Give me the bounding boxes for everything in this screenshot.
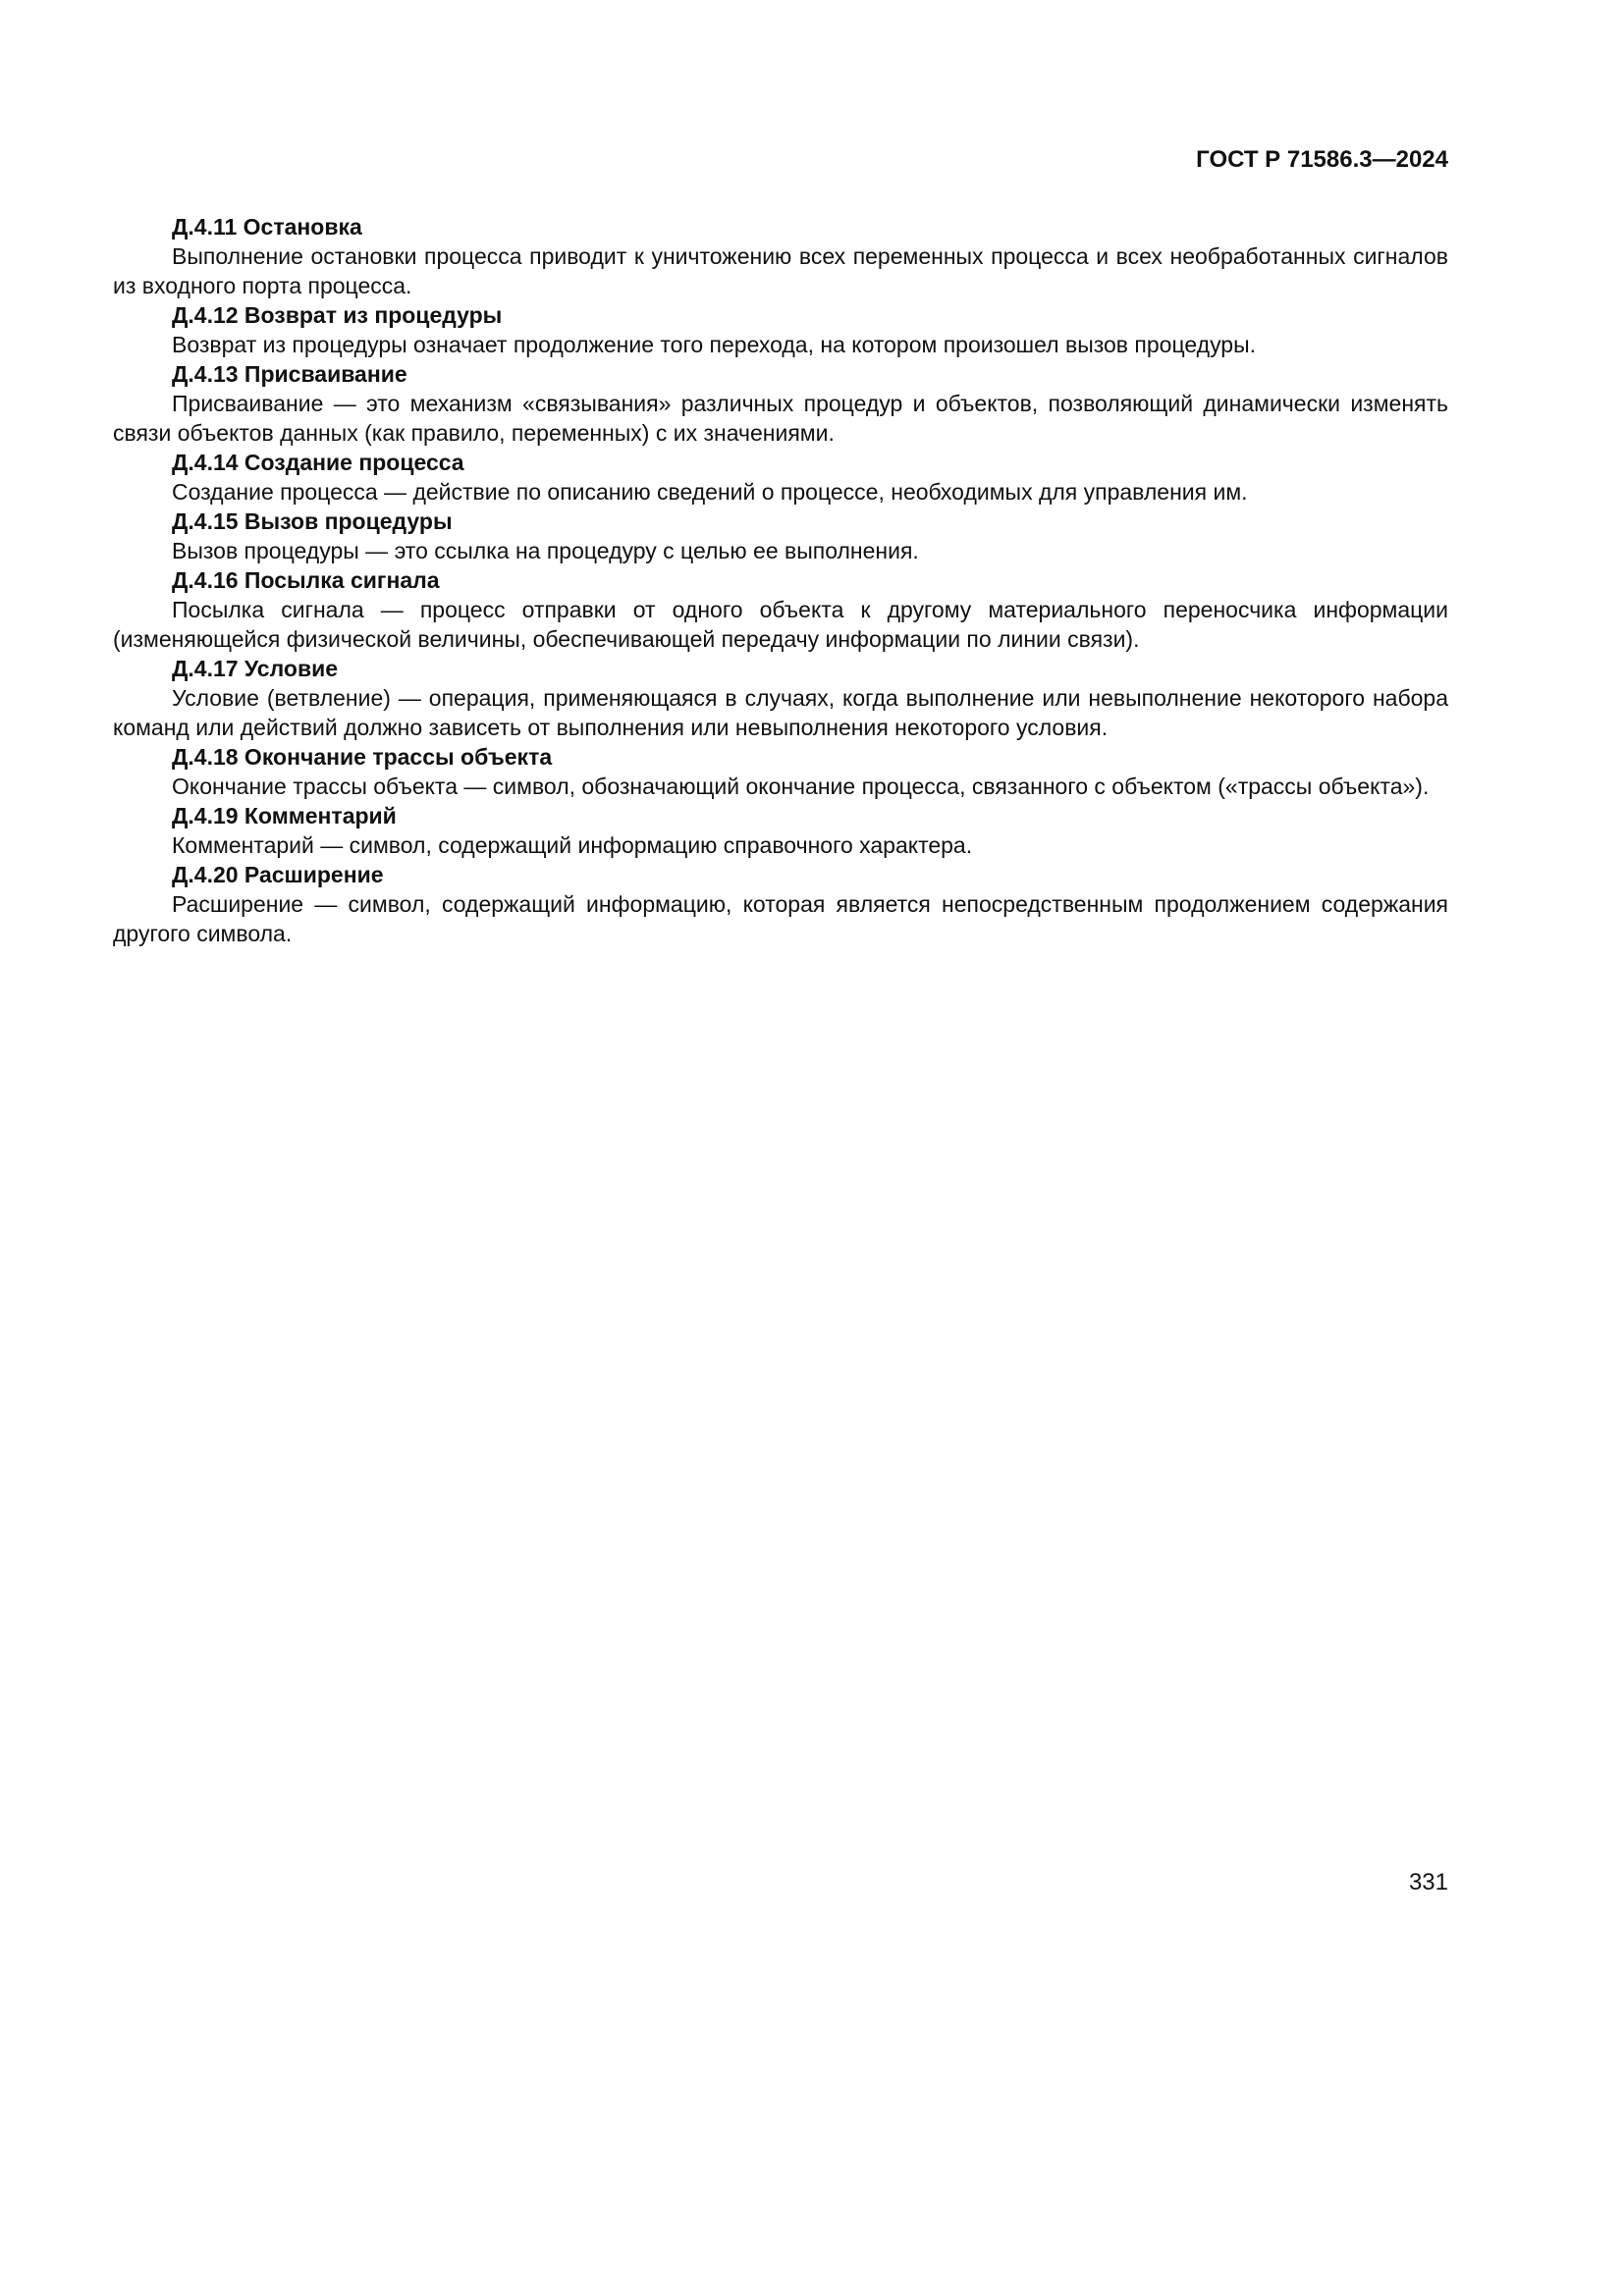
- section: [113, 742, 1448, 801]
- section-body: Присваивание — это механизм «связывания» различных процедур и объектов, позволяющий динамически изменять связи объектов данных (как правило, переменных) с их значениями.: [113, 391, 1448, 446]
- section: [113, 860, 1448, 948]
- section: [113, 507, 1448, 565]
- section-heading: Д.4.20 Расширение: [172, 862, 384, 887]
- section: [113, 565, 1448, 654]
- section-body: Создание процесса — действие по описанию сведений о процессе, необходимых для управления им.: [172, 479, 1248, 505]
- section-body: Посылка сигнала — процесс отправки от одного объекта к другому материального переносчика информации (изменяющейся физической величины, обеспечивающей передачу информации по линии связи).: [113, 597, 1448, 652]
- section-heading: Д.4.18 Окончание трассы объекта: [172, 744, 553, 770]
- document-content: [113, 212, 1448, 948]
- section-heading: Д.4.13 Присваивание: [172, 361, 407, 387]
- section: [113, 300, 1448, 359]
- section-heading: Д.4.15 Вызов процедуры: [172, 508, 453, 534]
- section: [113, 212, 1448, 300]
- section-heading: Д.4.17 Условие: [172, 656, 339, 681]
- section-body: Окончание трассы объекта — символ, обозначающий окончание процесса, связанного с объектом («трассы объекта»).: [172, 774, 1430, 799]
- section-body: Расширение — символ, содержащий информацию, которая является непосредственным продолжением содержания другого символа.: [113, 891, 1448, 946]
- section-heading: Д.4.11 Остановка: [172, 214, 362, 240]
- section: [113, 359, 1448, 448]
- page-number: 331: [1408, 1869, 1448, 1896]
- section-body: Вызов процедуры — это ссылка на процедуру с целью ее выполнения.: [172, 538, 919, 563]
- section-heading: Д.4.19 Комментарий: [172, 803, 397, 828]
- section: [113, 801, 1448, 860]
- section-body: Возврат из процедуры означает продолжение того перехода, на котором произошел вызов процедуры.: [172, 332, 1257, 357]
- document-header: ГОСТ Р 71586.3—2024: [1196, 146, 1448, 173]
- section-body: Комментарий — символ, содержащий информацию справочного характера.: [172, 832, 973, 858]
- section-heading: Д.4.12 Возврат из процедуры: [172, 302, 503, 328]
- section: [113, 654, 1448, 742]
- section-body: Условие (ветвление) — операция, применяющаяся в случаях, когда выполнение или невыполнение некоторого набора команд или действий должно зависеть от выполнения или невыполнения некоторого условия.: [113, 685, 1448, 740]
- section-body: Выполнение остановки процесса приводит к уничтожению всех переменных процесса и всех необработанных сигналов из входного порта процесса.: [113, 243, 1448, 298]
- section-heading: Д.4.16 Посылка сигнала: [172, 567, 440, 593]
- section-heading: Д.4.14 Создание процесса: [172, 450, 464, 475]
- section: [113, 448, 1448, 507]
